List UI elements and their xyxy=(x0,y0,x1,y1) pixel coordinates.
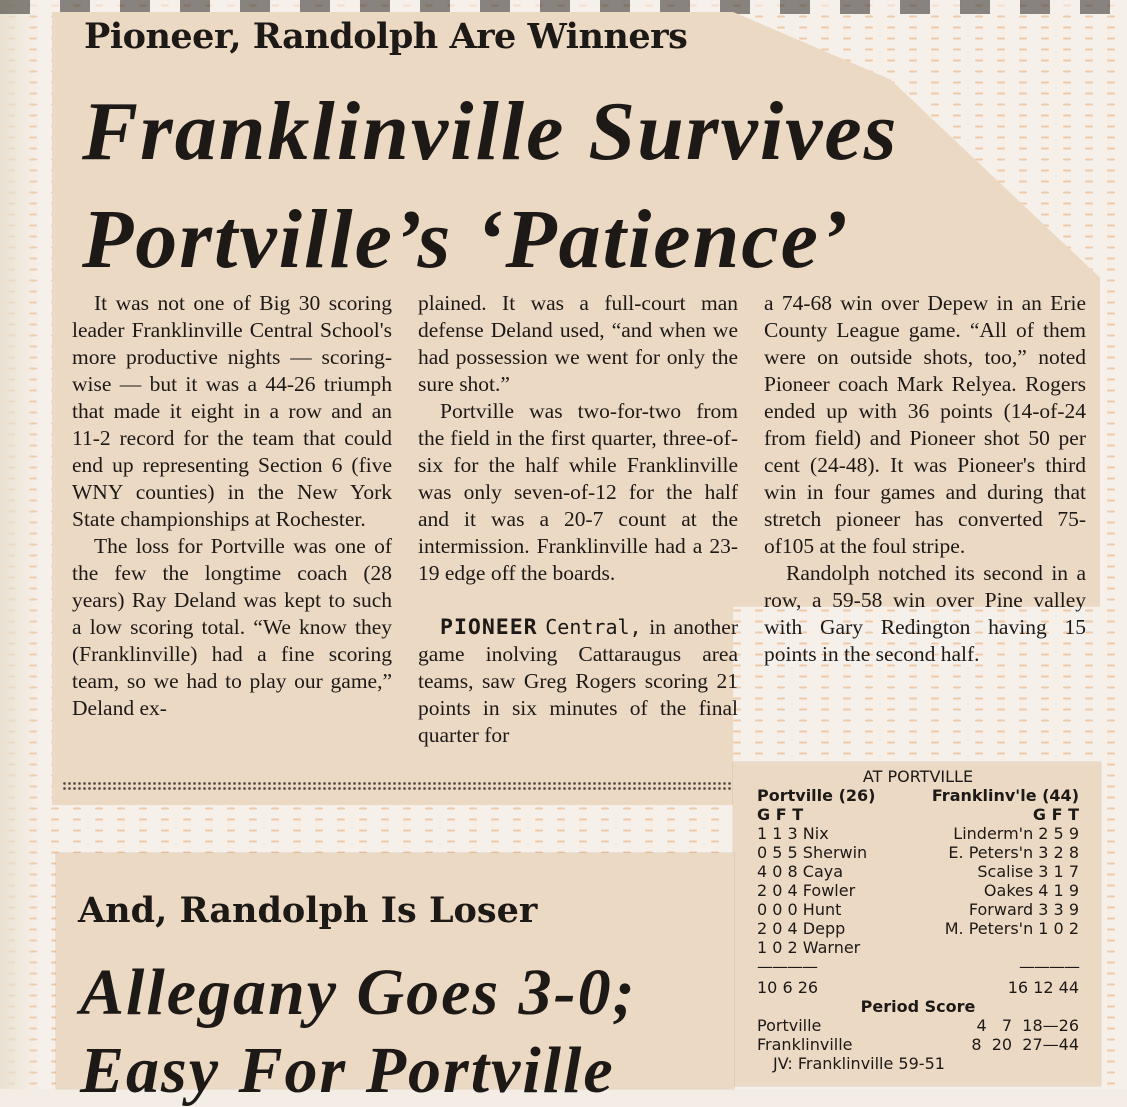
article1-col2-para-3 xyxy=(418,614,738,749)
boxscore-left-lines xyxy=(757,824,917,957)
boxscore-left-row: 1 1 3 Nix xyxy=(757,824,829,843)
article1-kicker: Pioneer, Randolph Are Winners xyxy=(84,16,688,57)
boxscore-left-row: 0 5 5 Sherwin xyxy=(757,843,868,862)
jv-result: JV: Franklinville 59-51 xyxy=(773,1054,945,1073)
boxscore-team-left: Portville (26) xyxy=(757,786,876,805)
boxscore-header-left: G F T xyxy=(757,805,804,824)
article1-col2-para-3-text: in another game inolving Cattaraugus area teams, saw Greg Rogers scoring 21 points in six minutes of the final quarter for xyxy=(418,615,738,747)
boxscore-right-row: M. Peters'n 1 0 2 xyxy=(944,919,1079,938)
article1-col2-para-2: Portville was two-for-two from the field in the first quarter, three-of-six for the half while Franklinville was only seven-of-12 for the half and it was a 20-7 count at the intermission. Franklinville had a 23-19 edge off the boards. xyxy=(418,399,738,585)
torn-top-strip xyxy=(0,0,1127,14)
article1-column-1 xyxy=(72,290,392,722)
article1-column-3 xyxy=(764,290,1086,668)
boxscore-rule-right: ———— xyxy=(1019,957,1079,976)
boxscore-left-row: 2 0 4 Depp xyxy=(757,919,846,938)
boxscore-right-row: Scalise 3 1 7 xyxy=(977,862,1079,881)
period-score-title: Period Score xyxy=(860,997,976,1016)
boxscore-right-row: Linderm'n 2 5 9 xyxy=(953,824,1079,843)
column-gap xyxy=(418,587,738,614)
boxscore-total-right: 16 12 44 xyxy=(1007,978,1079,997)
boxscore-team-right: Franklinv'le (44) xyxy=(931,786,1079,805)
boxscore-rule-left: ———— xyxy=(757,957,817,976)
page-edge-stain xyxy=(0,0,40,1089)
article1-col3-para-1: a 74-68 win over Depew in an Erie County League game. “All of them were on outside shots, too,” noted Pioneer coach Mark Relyea. Rogers ended up with 36 points (14-of-24 from field) and Pioneer shot 50 per cent (24-48). It was Pioneer's third win in four games and during that stretch pioneer has converted 75-of105 at the foul stripe. xyxy=(764,291,1086,558)
boxscore-right-row: Forward 3 3 9 xyxy=(968,900,1079,919)
article2-headline-line2: Easy For Portville xyxy=(80,1034,615,1107)
period-team-1: Portville xyxy=(757,1016,822,1035)
period-scores-2: 8 20 27—44 xyxy=(971,1035,1079,1054)
boxscore-right-row: Oakes 4 1 9 xyxy=(983,881,1079,900)
period-team-2: Franklinville xyxy=(757,1035,853,1054)
boxscore-left-row: 0 0 0 Hunt xyxy=(757,900,842,919)
boxscore-title: AT PORTVILLE xyxy=(862,767,974,786)
article1-headline-line2: Portville’s ‘Patience’ xyxy=(82,193,850,286)
article2-kicker: And, Randolph Is Loser xyxy=(78,890,538,931)
boxscore-left-row: 1 0 2 Warner xyxy=(757,938,861,957)
article1-col1-para-1: It was not one of Big 30 scoring leader Franklinville Central School's more productive nights — scoring-wise — but it was a 44-26 triumph that made it eight in a row and an 11-2 record for the team that could end up representing Section 6 (five WNY counties) in the New York State championships at Rochester. xyxy=(72,291,392,531)
boxscore-header-right: G F T xyxy=(1032,805,1079,824)
lead-word-rest: Central, xyxy=(545,615,642,639)
boxscore xyxy=(757,767,1079,1073)
article1-col3-para-2: Randolph notched its second in a row, a 59-58 win over Pine valley with Gary Redington having 15 points in the second half. xyxy=(764,561,1086,666)
boxscore-left-row: 4 0 8 Caya xyxy=(757,862,844,881)
lead-word-pioneer: PIONEER xyxy=(440,615,538,640)
dotted-divider xyxy=(62,781,732,791)
article1-column-2 xyxy=(418,290,738,749)
period-scores-1: 4 7 18—26 xyxy=(976,1016,1079,1035)
boxscore-left-row: 2 0 4 Fowler xyxy=(757,881,856,900)
boxscore-right-row: E. Peters'n 3 2 8 xyxy=(948,843,1079,862)
article2-headline-line1: Allegany Goes 3-0; xyxy=(80,956,637,1029)
boxscore-total-left: 10 6 26 xyxy=(757,978,819,997)
article1-headline-line1: Franklinville Survives xyxy=(82,85,899,178)
boxscore-right-lines xyxy=(919,824,1079,957)
article1-col1-para-2: The loss for Portville was one of the few the longtime coach (28 years) Ray Deland was kept to such a low scoring total. “We know they (Franklinville) had a fine scoring team, so we had to play our game,” Deland ex- xyxy=(72,534,392,720)
article1-col2-para-1: plained. It was a full-court man defense Deland used, “and when we had possession we went for only the sure shot.” xyxy=(418,291,738,396)
